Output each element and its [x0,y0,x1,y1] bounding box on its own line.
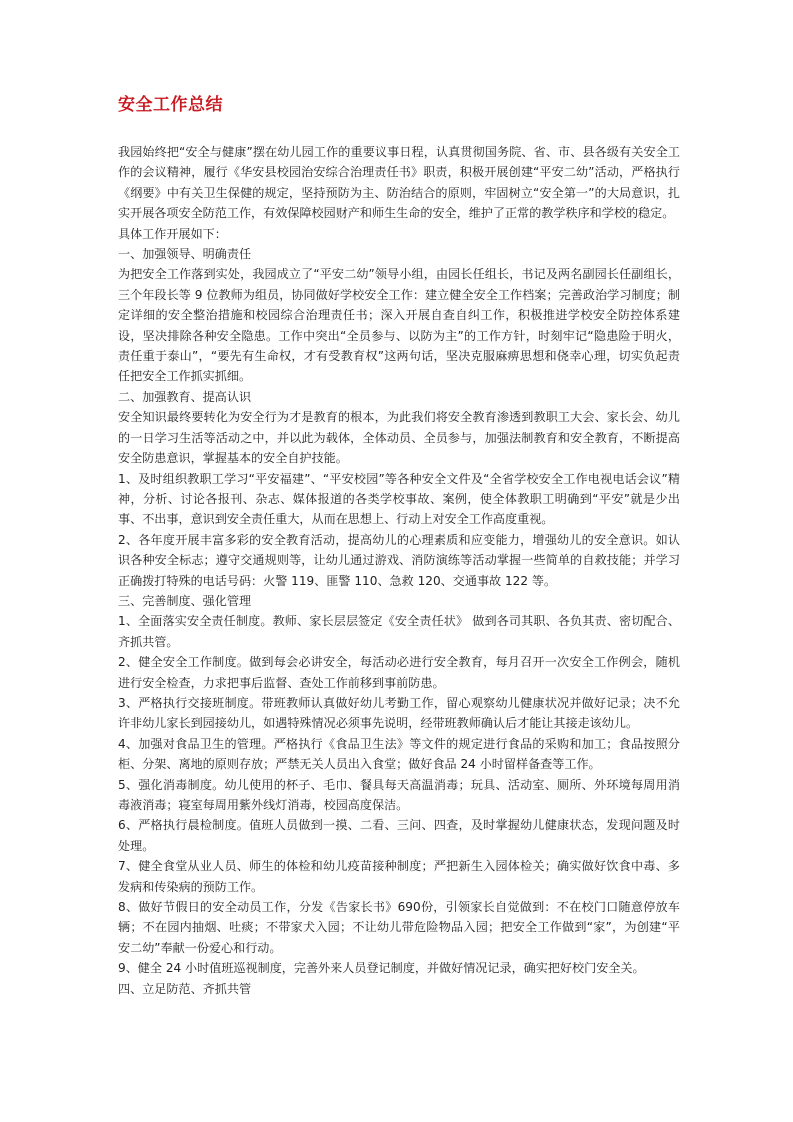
list-item: 6、严格执行晨检制度。值班人员做到一摸、二看、三问、四查，及时掌握幼儿健康状态，发现问题及时处理。 [118,818,680,853]
section-heading-4: 四、立足防范、齐抓共管 [118,981,252,996]
list-item: 1、全面落实安全责任制度。教师、家长层层签定《安全责任状》 做到各司其职、各负其责、密切配合、齐抓共管。 [118,614,680,649]
list-item: 8、做好节假日的安全动员工作，分发《告家长书》690份，引领家长自觉做到：不在校门口随意停放车辆；不在园内抽烟、吐痰；不带家犬入园；不让幼儿带危险物品入园；把安全工作做到“家”，为创建“平安二幼”奉献一份爱心和行动。 [118,900,680,955]
paragraph-overview: 具体工作开展如下： [118,226,227,241]
list-item: 3、严格执行交接班制度。带班教师认真做好幼儿考勤工作，留心观察幼儿健康状况并做好记录；决不允许非幼儿家长到园接幼儿，如遇特殊情况必须事先说明，经带班教师确认后才能让其接走该幼儿。 [118,695,680,731]
document-title: 安全工作总结 [118,95,223,115]
list-item: 1、及时组织教职工学习“平安福建”、“平安校园”等各种安全文件及“全省学校安全工作电视电话会议”精神，分析、讨论各报刊、杂志、媒体报道的各类学校事故、案例，使全体教职工明确到“平安”就是少出事、不出事，意识到安全责任重大，从而在思想上、行动上对安全工作高度重视。 [118,471,680,527]
document-page [118,92,680,999]
section-heading-3: 三、完善制度、强化管理 [118,593,252,608]
section-heading-1: 一、加强领导、明确责任 [118,247,252,262]
document-body [118,142,680,999]
list-item: 9、健全 24 小时值班巡视制度，完善外来人员登记制度，并做好情况记录，确实把好校门安全关。 [118,961,645,976]
list-item: 7、健全食堂从业人员、师生的体检和幼儿疫苗接种制度；严把新生入园体检关；确实做好饮食中毒、多发病和传染病的预防工作。 [118,859,680,894]
list-item: 5、强化消毒制度。幼儿使用的杯子、毛巾、餐具每天高温消毒；玩具、活动室、厕所、外环境每周用消毒液消毒；寝室每周用紫外线灯消毒，校园高度保洁。 [118,777,680,812]
paragraph: 为把安全工作落到实处，我园成立了“平安二幼”领导小组，由园长任组长，书记及两名副园长任副组长，三个年段长等 9 位教师为组员，协同做好学校安全工作：建立健全安全工作档案；完善政治学习制度；制定详细的安全整治措施和校园综合治理责任书；深入开展自查自纠工作，积极推进学校安全防控体系建设，坚决排除各种安全隐患。工作中突出“全员参与、以防为主”的工作方针，时刻牢记“隐患险于明火，责任重于泰山”，“要先有生命权，才有受教育权”这两句话，坚决克服麻痹思想和侥幸心理，切实负起责任把安全工作抓实抓细。 [118,267,680,384]
paragraph: 安全知识最终要转化为安全行为才是教育的根本，为此我们将安全教育渗透到教职工大会、家长会、幼儿的一日学习生活等活动之中，并以此为载体，全体动员、全员参与，加强法制教育和安全教育，不断提高安全防患意识，掌握基本的安全自护技能。 [118,410,680,466]
list-item: 2、各年度开展丰富多彩的安全教育活动，提高幼儿的心理素质和应变能力，增强幼儿的安全意识。如认识各种安全标志；遵守交通规则等，让幼儿通过游戏、消防演练等活动掌握一些简单的自救技能；并学习正确拨打特殊的电话号码：火警 119、匪警 110、急救 120、交通事故 122 等。 [118,532,680,588]
list-item: 2、健全安全工作制度。做到每会必讲安全，每活动必进行安全教育，每月召开一次安全工作例会，随机进行安全检查，力求把事后监督、查处工作前移到事前防患。 [118,655,680,690]
list-item: 4、加强对食品卫生的管理。严格执行《食品卫生法》等文件的规定进行食品的采购和加工；食品按照分柜、分架、离地的原则存放；严禁无关人员出入食堂；做好食品 24 小时留样备查等工作。 [118,736,680,772]
paragraph-intro: 我园始终把“安全与健康”摆在幼儿园工作的重要议事日程，认真贯彻国务院、省、市、县各级有关安全工作的会议精神，履行《华安县校园治安综合治理责任书》职责，积极开展创建“平安二幼”活动，严格执行《纲要》中有关卫生保健的规定，坚持预防为主、防治结合的原则，牢固树立“安全第一”的大局意识，扎实开展各项安全防范工作，有效保障校园财产和师生生命的安全，维护了正常的教学秩序和学校的稳定。 [118,145,680,221]
section-heading-2: 二、加强教育、提高认识 [118,389,252,404]
